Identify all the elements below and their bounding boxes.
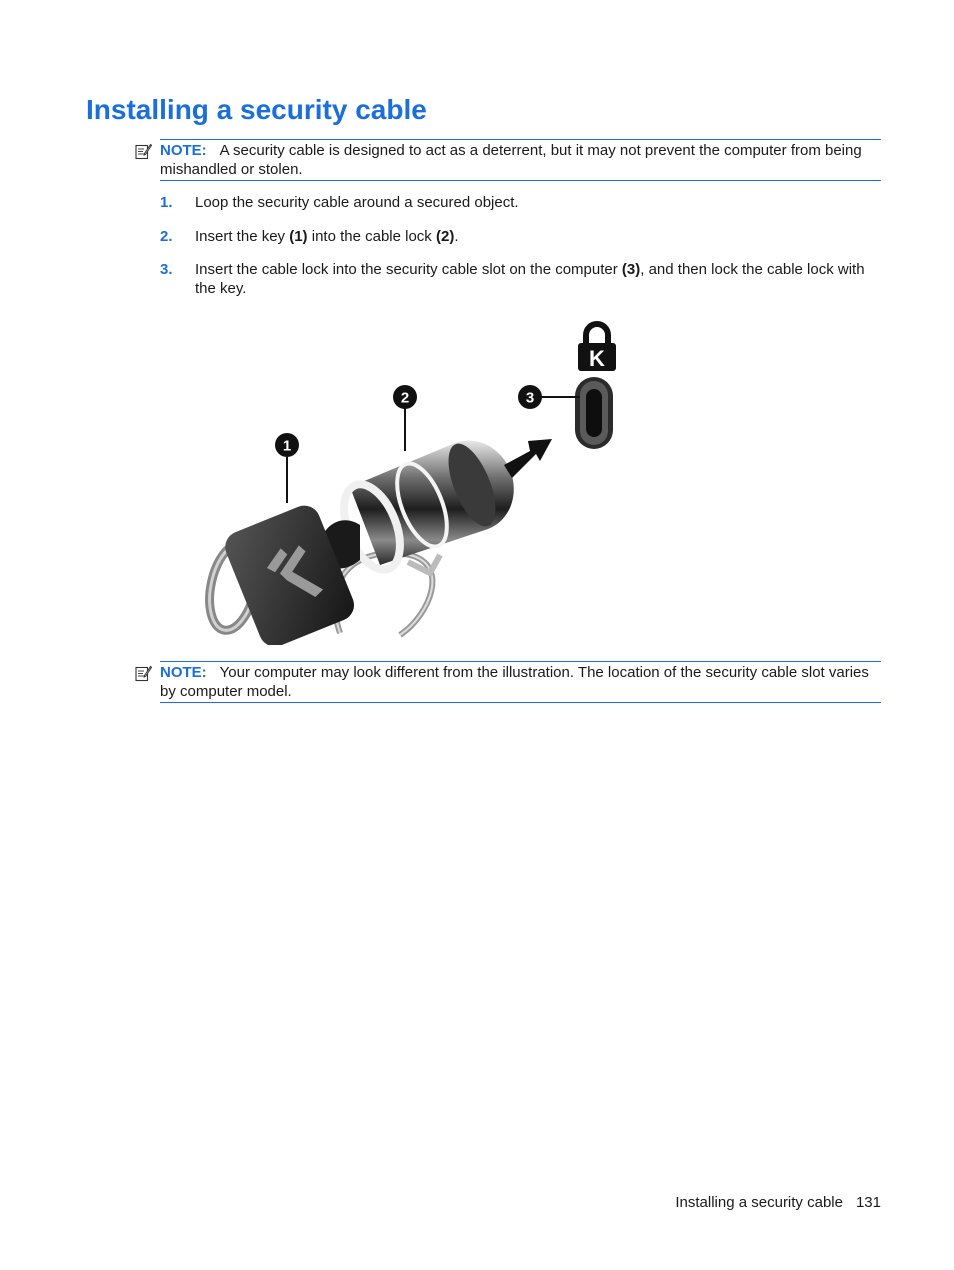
cable-lock	[333, 437, 514, 577]
note-label: NOTE:	[160, 142, 207, 159]
callout-ref: (3)	[621, 261, 641, 278]
step-item	[160, 193, 881, 212]
step-number: 3.	[160, 261, 173, 278]
kensington-lock-icon	[578, 324, 616, 371]
callout-1	[275, 433, 299, 457]
note-pencil-icon	[135, 143, 152, 160]
step-text: .	[454, 228, 459, 245]
note-box	[160, 661, 881, 703]
callout-3	[518, 385, 542, 409]
lock-letter: K	[589, 346, 605, 371]
insert-arrow-icon	[504, 439, 552, 478]
step-number: 2.	[160, 228, 173, 245]
step-text: into the cable lock	[307, 228, 436, 245]
step-text: Loop the security cable around a secured object.	[195, 194, 519, 211]
callout-ref: (2)	[435, 228, 455, 245]
note-label: NOTE:	[160, 664, 207, 681]
step-text: Insert the key	[195, 228, 290, 245]
steps-list	[160, 193, 881, 298]
callout-number: 1	[282, 437, 292, 455]
note-text: Your computer may look different from the illustration. The location of the security cable slot varies by computer model.	[160, 664, 869, 700]
note-pencil-icon	[135, 665, 152, 682]
callout-ref: (1)	[289, 228, 308, 245]
step-text: Insert the cable lock into the security cable slot on the computer	[195, 261, 622, 278]
step-text: , and then lock the cable lock with the key.	[195, 261, 865, 297]
step-item	[160, 227, 881, 246]
callout-2	[393, 385, 417, 409]
page-title: Installing a security cable	[86, 94, 427, 125]
security-cable-slot	[575, 377, 613, 449]
footer-title: Installing a security cable	[675, 1194, 843, 1211]
callout-number: 2	[400, 389, 410, 407]
callout-number: 3	[525, 389, 535, 407]
note-text: A security cable is designed to act as a deterrent, but it may not prevent the computer from being mishandled or stolen.	[160, 142, 862, 178]
step-item	[160, 260, 881, 298]
security-cable-illustration	[200, 315, 630, 645]
page-footer	[675, 1193, 881, 1212]
step-number: 1.	[160, 194, 173, 211]
note-box	[160, 139, 881, 181]
page-number: 131	[855, 1194, 881, 1211]
